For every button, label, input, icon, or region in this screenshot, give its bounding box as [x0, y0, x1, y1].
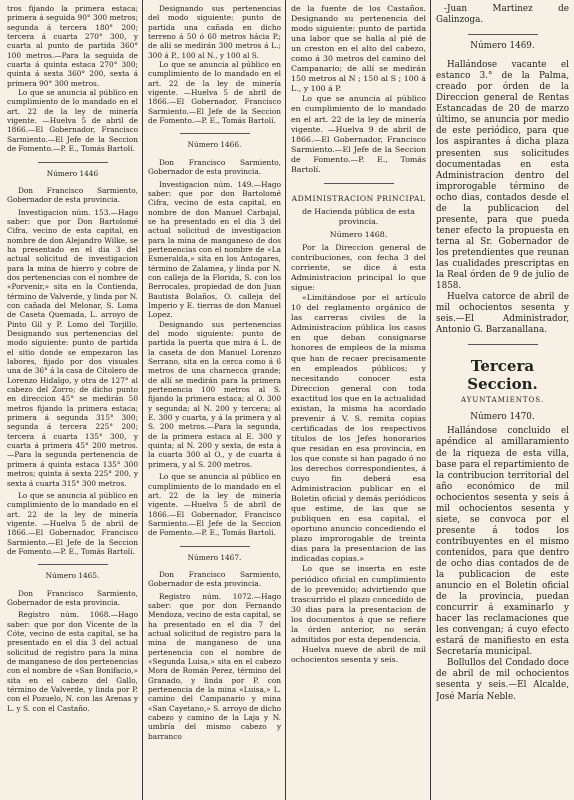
paragraph: Don Francisco Sarmiento, Gobernador de esta provincia. [7, 185, 138, 205]
section-divider [436, 344, 569, 345]
column-divider [285, 0, 286, 800]
paragraph: Registro núm. 1072.—Hago saber: que por don Fernando Mendoza, vecino de esta capital, se ha presentado en el dia 7 del actual solicitud de registro para la mina de manganeso de una pertenencia con el nombre de «Segunda Luisa,» sita en el cabezo Mora de Román Perez, término del Granado, y linda por P. con pertenencia de la mina «Luisa,» L. camino del Campanario y mina «San Cayetano,» S. arroyo de dicho cabezo y camino de la Laja y N. umbría del mismo cabezo y barranco [148, 591, 281, 741]
paragraph: Lo que se anuncia al público en cumplimiento de lo mandado en el art. 22 de la ley de minería vigente. —Huelva 5 de abril de 1866.—El Gobernador, Francisco Sarmiento.—El Jefe de la Seccion de Fomento.—P. E., Tomás Bartolí. [148, 60, 281, 126]
paragraph: Don Francisco Sarmiento, Gobernador de esta provincia. [148, 157, 281, 177]
paragraph: Registro núm. 1068.—Hago saber: que por don Vicente de la Cóte, vecino de esta capital, se ha presentado en el dia 3 del actual solicitud de registro para la mina de manganeso de dos pertenencias con el nombre de «San Bonifacio,» sita en el cabezo del Gallo, término de Valverde, y linda por P. con el Pozuelo, N. con las Arenas y L. y S. con el Castaño. [7, 610, 138, 713]
paragraph: «Limitándose por el artículo 10 del reglamento orgánico de las carreras civiles de la Administracion pública los casos en que deban consignarse honores de empleos de la misma que han de recaer precisamente en empleados públicos; y necesitando conocer esta Direccion general con toda exactitud los que en la actualidad existan, la misma ha acordado prevenir á V. S. remita copias certificadas de los respectivos títulos de los Jefes honorarios que residan en esa provincia, en los que conste si han pagado ó no los derechos correspondientes, á cuyo fin deberá esa Administracion publicar en el Boletin oficial y demás periódicos que estime, de las que se publiquen en esa capital, el oportuno anuncio concediendo el plazo improrogable de treinta dias para la presentacion de las indicadas copias.» [291, 293, 426, 564]
paragraph: Designando sus pertenencias del modo siguiente: punto de partida la puerta que mira á L. de la caseta de don Manuel Lorenzo Serrano, sita en la cerca como á 6 metros de una charnecca grande; de allí se medirán para la primera pertenencia 100 metros al S. fijando la primera estaca; al O. 300 y segunda; al N. 200 y tercera; al E. 300 y cuarta, y á la primera y al S. 200 metros.—Para la segunda, de la primera estaca al E. 300 y quinta; al N. 200 y sexta, de esta á la cuarta 300 al O., y de cuarta á primera, y al S. 200 metros. [148, 319, 281, 469]
notice-number: Número 1467. [148, 546, 281, 562]
column-2 [148, 4, 281, 741]
paragraph: Por la Direccion general de contribuciones, con fecha 3 del corriente, se dice á esta Administracion principal lo que sigue: [291, 242, 426, 293]
paragraph: Bollullos del Condado doce de abril de mil ochocientos sesenta y seis.—El Alcalde, José María Neble. [436, 658, 569, 702]
notice-number: Número 1465. [7, 564, 138, 580]
notice-number: Número 1446 [7, 162, 138, 178]
notice-number: Número 1470. [470, 412, 535, 423]
notice-number: Número 1469. [436, 34, 569, 52]
paragraph: Lo que se anuncia al público en cumplimiento de lo mandado en el art. 22 de la ley de minería vigente. —Huelva 5 de abril de 1866.—El Gobernador, Francisco Sarmiento.—El Jefe de la Seccion de Fomento.—P. E., Tomás Bartolí. [7, 490, 138, 556]
section-subheading: de Hacienda pública de esta provincia. [302, 206, 415, 226]
notice-number: Número 1466. [148, 133, 281, 149]
column-4 [436, 4, 569, 703]
notice-number: Número 1468. [329, 229, 388, 239]
paragraph: Lo que se anuncia al público en cumplimiento de lo mandado en el art. 22 de la ley de minería vigente. —Huelva 5 de abril de 1866.—El Gobernador, Francisco Sarmiento.—El Jefe de la Seccion de Fomento.—P. E., Tomás Bartolí. [148, 472, 281, 538]
column-3 [291, 4, 426, 665]
paragraph: Lo que se inserta en este periódico oficial en cumplimiento de lo prevenido; advirtiendo que trascurrido el plazo concedido de 30 dias para la presentacion de los documentos á que se refiere la órden anterior, no serán admitidos por esta dependencia. [291, 564, 426, 644]
paragraph: Hallándose concluido el apéndice al amillaramiento de la riqueza de esta villa, base para el repartimiento de la contribucion territorial del año económico de mil ochocientos sesenta y seis á mil ochocientos sesenta y siete, se convoca por el presente á todos los contribuyentes en el mismo contenidos, para que dentro de ocho dias contados de de la publicacion de este anuncio en el Boletin oficial de la provincia, puedan concurrir á examinarlo y hacer las reclamaciones que les convengan; á cuyo efecto estará de manifiesto en esta Secretaría municipal. [436, 426, 569, 658]
paragraph: Huelva catorce de abril de mil ochocientos sesenta y seis.—El Administrador, Antonio G. Barzanallana. [436, 292, 569, 336]
section-heading: ADMINISTRACION PRINCIPAL [291, 193, 426, 203]
paragraph: Don Francisco Sarmiento, Gobernador de esta provincia. [148, 569, 281, 589]
column-divider [142, 0, 143, 800]
paragraph: Lo que se anuncia al público en cumplimiento de lo mandado en el art. 22 de la ley de minería vigente. —Huelva 9 de abril de 1866.—El Gobernador, Francisco Sarmiento.—El Jefe de la Seccion de Fomento.—P. E., Tomás Bartolí. [291, 94, 426, 174]
paragraph: Huelva nueve de abril de mil ochocientos sesenta y seis. [291, 644, 426, 664]
section-subtitle: AYUNTAMIENTOS. [460, 396, 545, 405]
paragraph: tros fijando la primera estaca; primera á seguida 90° 300 metros; segunda á tercera 180° 200; tercera á cuarta 270° 300, y cuarta al punto de partida 360° 100 metros.—Para la seguida de cuarta á quinta estaca 270° 300; quinta á sexta 360° 200, sexta á primera 90° 300 metros. [7, 4, 138, 88]
column-1 [7, 4, 138, 713]
paragraph: Lo que se anuncia al público en cumplimiento de lo mandado en el art. 22 de la ley de minería vigente. —Huelva 5 de abril de 1866.—El Gobernador, Francisco Sarmiento.—El Jefe de la Seccion de Fomento.—P. E., Tomás Bartolí. [7, 88, 138, 154]
paragraph: Designando sus pertenencias del modo siguiente: punto de partida una cañada en dicho terreno á 50 ó 60 metros hácia P.; de allí se medirán 300 metros á L.; 300 á P., 100 al N., y 100 al S. [148, 4, 281, 60]
section-title: Tercera Seccion. [467, 357, 538, 394]
paragraph: de la fuente de los Castaños. Designando su pertenencia del modo siguiente: punto de partida una labor que se halla al pié de un creston en el alto del cabezo, como á 30 metros del camino del Campanario; de allí se medirán 150 metros al N ; 150 al S ; 100 á L., y 100 á P. [291, 4, 426, 94]
paragraph: Investigacion núm. 149.—Hago saber: que por don Bartolomé Cifra, vecino de esta capital, en nombre de don Manuel Carbajal, se ha presentado en el dia 3 del actual solicitud de investigacion para la mina de manganeso de dos pertenencias con el nombre de «La Esmeralda,» sita en los Antogares, término de Zalamea, y linda por N. con calleja de la Florida, S. con los Berrocales, propiedad de don Juan Bautista Bolaños, O. calleja del Imperio y E. tierras de don Manuel Lopez. [148, 179, 281, 320]
signature-line: -Juan Martinez de Galinzoga. [436, 4, 569, 26]
paragraph: Investigacion núm. 153.—Hago saber: que por Don Bartolomé Cifra, vecino de esta capital, en nombre de don Alejandro Wilke, se ha presentado en el dia 3 del actual solicitud de investigacion para la mina de hierro y cobre de dos pertenencias con el nombre de «Porvenir,» sita en la Contienda, término de Valverde, y linda por N. con cañada del Melonar, S. Loma de Caseta Quemada, L. arroyo de Pinto Gil y P. Lomo del Torjillo. Designando sus pertenencias del modo siguiente: punto de partida el sitio donde se empezaron las labores, fijado por dos visuales una de 36° á la casa de Cítolero de Lorenzo Hidalgo, y otra de 127° al cabezo del Zorro; de dicho punto en direccion 45° se medirán 50 metros fijando la primera estaca; primera á segunda 315° 300; segunda á tercera 225° 200; tercera á cuarta 135° 300, y cuarta á primera 45° 200 metros.—Para la segunda pertenencia de primera á quinta estaca 135° 300 metros; quinta á sexta 225° 200, y sexta á cuarta 315° 300 metros. [7, 207, 138, 488]
paragraph: Hallándose vacante el estanco 3.° de la Palma, creado por órden de la Direccion general de Rentas Estancadas de 20 de marzo último, se anuncia por medio de este periódico, para que los aspirantes á dicha plaza presenten sus solicitudes documentadas en esta Administracion dentro del improrogable término de ocho dias, contados desde el de la publicacion del presente, para que pueda tener efecto la propuesta en terna al Sr. Gobernador de los pretendientes que reunan las cualidades prescriptas en la Real órden de 9 de julio de 1858. [436, 60, 569, 292]
section-divider [291, 183, 426, 184]
column-divider [430, 0, 431, 800]
paragraph: Don Francisco Sarmiento, Gobernador de esta provincia. [7, 588, 138, 607]
